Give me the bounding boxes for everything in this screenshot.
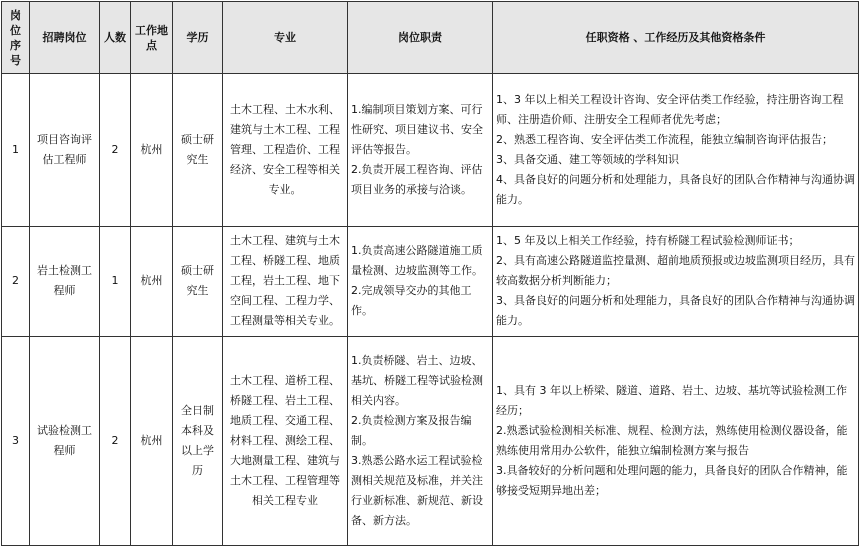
duty-item: 2.完成领导交办的其他工作。 xyxy=(351,284,472,318)
qualification-item: 3.具备较好的分析问题和处理问题的能力，具备良好的团队合作精神，能够接受短期异地出差； xyxy=(496,463,848,497)
row-seq: 3 xyxy=(2,336,30,545)
qualification-item: 3、具备良好的问题分析和处理能力，具备良好的团队合作精神与沟通协调能力。 xyxy=(496,294,855,328)
table-row xyxy=(2,336,859,545)
header-row xyxy=(2,2,859,74)
header-qualifications: 任职资格 、工作经历及其他资格条件 xyxy=(493,2,859,74)
row-major: 土木工程、建筑与土木工程、桥隧工程、地质工程，岩土工程、地下空间工程、工程力学、工程测量等相关专业。 xyxy=(223,227,348,336)
row-seq: 1 xyxy=(2,74,30,227)
row-position: 岩土检测工程师 xyxy=(30,227,100,336)
qualification-item: 2、熟悉工程咨询、安全评估类工作流程，能独立编制咨询评估报告； xyxy=(496,133,833,147)
row-count: 2 xyxy=(100,336,131,545)
row-major: 土木工程、土木水利、建筑与土木工程、工程管理、工程造价、工程经济、安全工程等相关专业。 xyxy=(223,74,348,227)
row-location: 杭州 xyxy=(131,74,173,227)
row-position: 项目咨询评估工程师 xyxy=(30,74,100,227)
qualification-item: 1、具有 3 年以上桥梁、隧道、道路、岩土、边坡、基坑等试验检测工作经历； xyxy=(496,383,847,417)
qualification-item: 2.熟悉试验检测相关标准、规程、检测方法，熟练使用检测仪器设备，能熟练使用常用办公软件，能独立编制检测方案与报告 xyxy=(496,423,848,457)
row-location: 杭州 xyxy=(131,227,173,336)
table-row xyxy=(2,227,859,336)
row-education: 全日制本科及以上学历 xyxy=(173,336,223,545)
row-seq: 2 xyxy=(2,227,30,336)
header-seq: 岗位序号 xyxy=(2,2,30,74)
row-count: 2 xyxy=(100,74,131,227)
row-location: 杭州 xyxy=(131,336,173,545)
row-duties xyxy=(348,336,493,545)
header-education: 学历 xyxy=(173,2,223,74)
qualification-item: 1、3 年以上相关工程设计咨询、安全评估类工作经验，持注册咨询工程师、注册造价师、注册安全工程师者优先考虑； xyxy=(496,93,844,127)
row-qualifications xyxy=(493,336,859,545)
header-duties: 岗位职责 xyxy=(348,2,493,74)
row-duties xyxy=(348,227,493,336)
row-education: 硕士研究生 xyxy=(173,74,223,227)
row-qualifications xyxy=(493,227,859,336)
qualification-item: 3、具备交通、建工等领域的学科知识 xyxy=(496,153,679,167)
qualification-item: 2、具有高速公路隧道监控量测、超前地质预报或边坡监测项目经历，具有较高数据分析判断能力； xyxy=(496,254,855,288)
row-position: 试验检测工程师 xyxy=(30,336,100,545)
header-position: 招聘岗位 xyxy=(30,2,100,74)
row-education: 硕士研究生 xyxy=(173,227,223,336)
header-major: 专业 xyxy=(223,2,348,74)
row-count: 1 xyxy=(100,227,131,336)
duty-item: 3.熟悉公路水运工程试验检测相关规范及标准，并关注行业新标准、新规范、新设备、新方法。 xyxy=(351,453,483,527)
duty-item: 2.负责开展工程咨询、评估项目业务的承接与洽谈。 xyxy=(351,163,483,197)
header-location: 工作地点 xyxy=(131,2,173,74)
duty-item: 1.负责桥隧、岩土、边坡、基坑、桥隧工程等试验检测相关内容。 xyxy=(351,353,483,407)
recruitment-table xyxy=(1,1,859,546)
table-row xyxy=(2,74,859,227)
row-major: 土木工程、道桥工程、桥隧工程、岩土工程、地质工程、交通工程、材料工程、测绘工程、大地测量工程、建筑与土木工程、工程管理等相关工程专业 xyxy=(223,336,348,545)
row-qualifications xyxy=(493,74,859,227)
qualification-item: 1、5 年及以上相关工作经验，持有桥隧工程试验检测师证书； xyxy=(496,234,800,248)
qualification-item: 4、具备良好的问题分析和处理能力，具备良好的团队合作精神与沟通协调能力。 xyxy=(496,173,855,207)
row-duties xyxy=(348,74,493,227)
duty-item: 2.负责检测方案及报告编制。 xyxy=(351,413,472,447)
header-count: 人数 xyxy=(100,2,131,74)
duty-item: 1.负责高速公路隧道施工质量检测、边坡监测等工作。 xyxy=(351,244,483,278)
duty-item: 1.编制项目策划方案、可行性研究、项目建议书、安全评估等报告。 xyxy=(351,103,483,157)
